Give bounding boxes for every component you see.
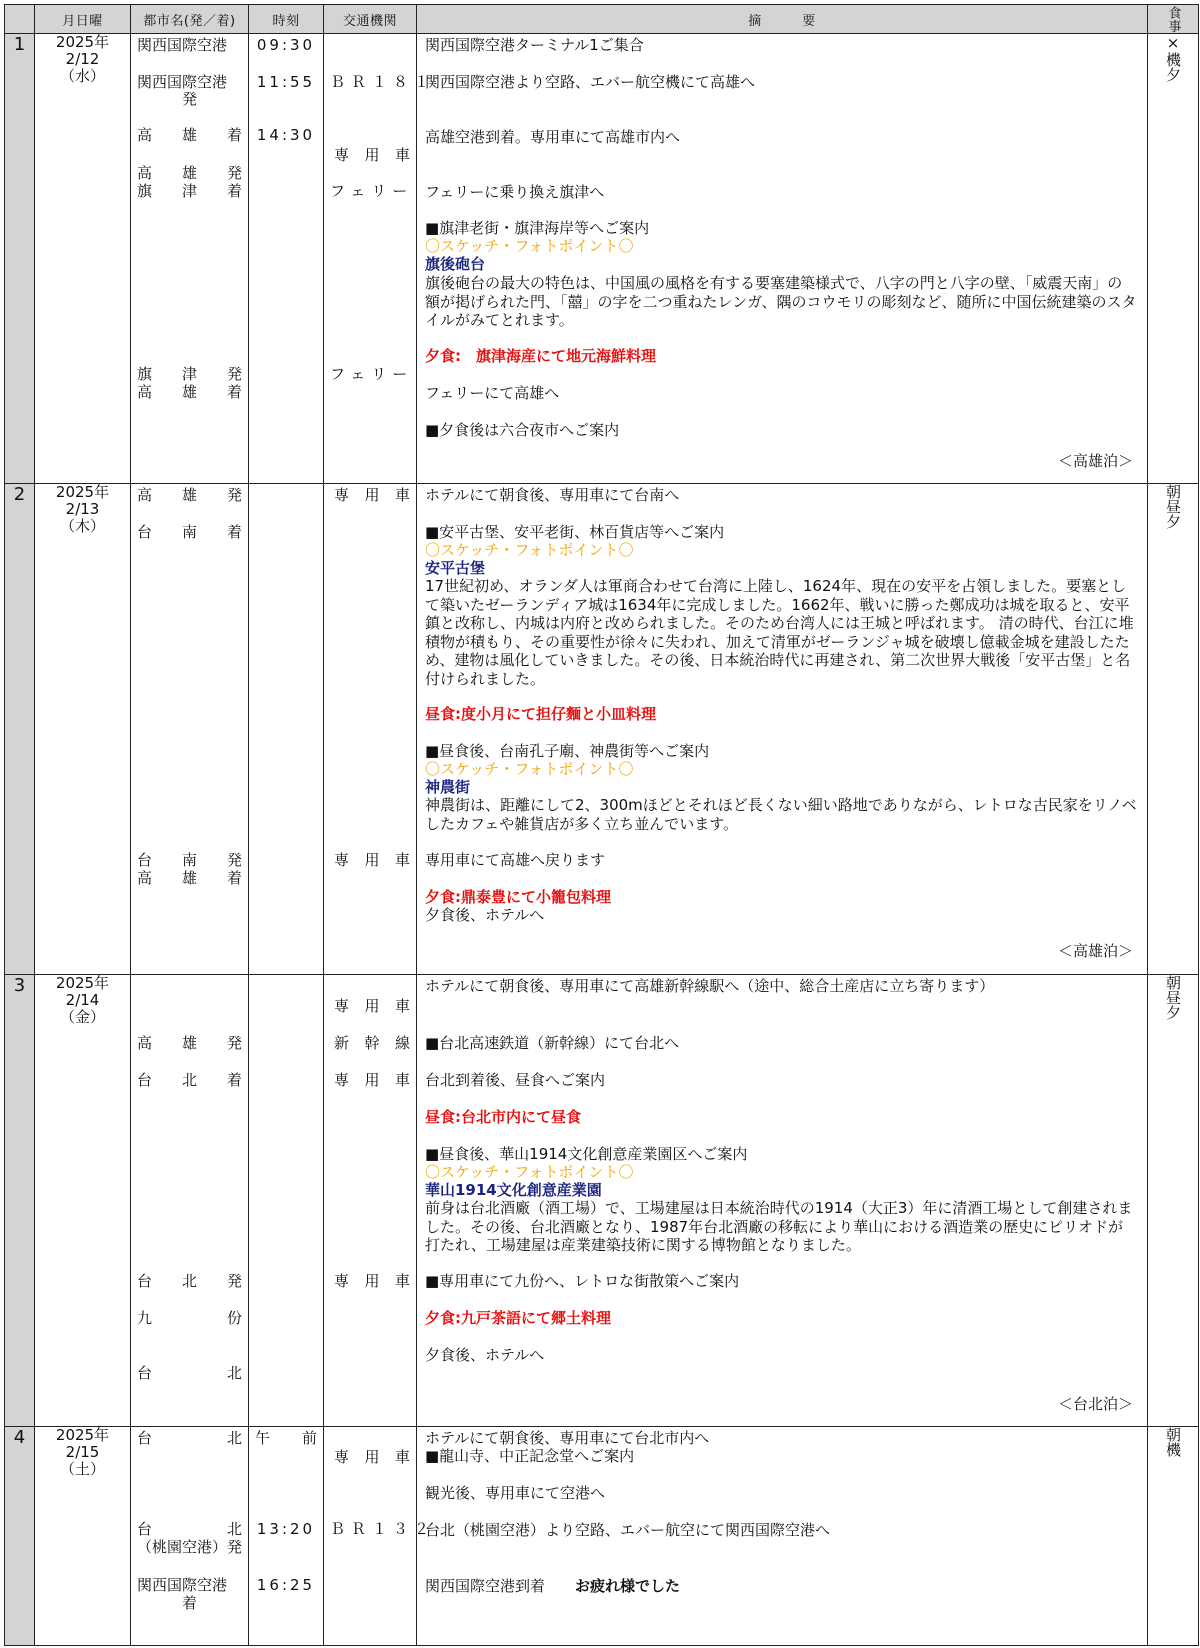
date-year: 2025年 (55, 33, 110, 51)
spot-title: 安平古堡 (425, 558, 486, 577)
city-cell (131, 34, 249, 484)
transport-private-car: 専 用 車 (334, 146, 410, 164)
sketch-point-label: 〇スケッチ・フォトポイント〇 (425, 540, 634, 559)
city-jiufen: 九 份 (137, 1309, 242, 1328)
summary-line: 高雄空港到着。専用車にて高雄市内へ (425, 128, 681, 146)
transport-br181: ＢＲ１８１ (330, 73, 436, 91)
itinerary-table (4, 4, 1199, 1646)
time-cell (249, 483, 324, 974)
transport-private-car: 専 用 車 (334, 1448, 410, 1467)
city-arrive-label: 着 (181, 1594, 197, 1613)
transport-br132: ＢＲ１３２ (330, 1520, 436, 1539)
date-weekday: （水） (59, 67, 105, 85)
summary-line: ホテルにて朝食後、専用車にて台北市内へ (425, 1429, 710, 1448)
spot-description: 神農街は、距離にして2、300mほどとそれほど長くない細い路地でありながら、レトロな古民家をリノベしたカフェや雑貨店が多く立ち並んでいます。 (425, 795, 1137, 833)
summary-line: 台北（桃園空港）より空路、エバー航空にて関西国際空港へ (425, 1521, 831, 1540)
header-day (5, 5, 35, 34)
spot-title: 旗後砲台 (425, 255, 486, 273)
header-city: 都市名(発／着) (131, 5, 249, 34)
city-kaohsiung-arrive: 高 雄 着 (137, 868, 242, 887)
header-meals: 食事 (1148, 5, 1199, 34)
date-month-day: 2/12 (65, 50, 100, 68)
transport-cell (324, 483, 417, 974)
summary-line: ホテルにて朝食後、専用車にて台南へ (425, 485, 680, 504)
sketch-point-label: 〇スケッチ・フォトポイント〇 (425, 1163, 634, 1182)
stay-label: ＜高雄泊＞ (1057, 941, 1133, 960)
day-row-3 (5, 975, 1199, 1427)
city-qijin-depart: 旗 津 発 (137, 365, 242, 383)
date-weekday: （木） (59, 516, 105, 535)
city-taipei-arrive: 台 北 着 (137, 1071, 242, 1090)
transport-cell (324, 975, 417, 1427)
summary-line: 夕食後、ホテルへ (425, 905, 545, 924)
city-kaohsiung-arrive: 高 雄 着 (137, 126, 242, 144)
day-row-1 (5, 34, 1199, 484)
dinner-line: 夕食:鼎泰豊にて小籠包料理 (425, 887, 611, 906)
header-summary: 摘 要 (417, 5, 1148, 34)
city-depart-label: 発 (181, 90, 197, 108)
city-taipei-depart: 台 北 (137, 1520, 242, 1539)
summary-line: ■専用車にて九份へ、レトロな街散策へご案内 (425, 1272, 740, 1291)
transport-private-car-3: 専 用 車 (334, 1272, 410, 1291)
day-date (35, 34, 131, 484)
city-taipei: 台 北 (137, 1429, 242, 1448)
meals-cell (1148, 975, 1199, 1427)
city-qijin-arrive: 旗 津 着 (137, 182, 242, 200)
transport-private-car: 専 用 車 (334, 485, 410, 504)
day-date (35, 975, 131, 1427)
header-transport: 交通機関 (324, 5, 417, 34)
header-row (5, 5, 1199, 34)
city-kaohsiung-depart: 高 雄 発 (137, 485, 242, 504)
meals-value: 朝機 (1164, 1427, 1182, 1458)
summary-line: 台北到着後、昼食へご案内 (425, 1071, 606, 1090)
transport-cell (324, 1427, 436, 1646)
meals-value: 朝昼夕 (1164, 483, 1182, 529)
meals-cell (1148, 34, 1199, 484)
time-cell (249, 975, 324, 1427)
meals-value: 朝昼夕 (1164, 975, 1182, 1021)
city-kaohsiung-depart: 高 雄 発 (137, 1034, 242, 1053)
summary-line: 観光後、専用車にて空港へ (425, 1484, 606, 1503)
summary-line: 専用車にて高雄へ戻ります (425, 850, 606, 869)
summary-line: フェリーに乗り換え旗津へ (425, 183, 605, 201)
date-year: 2025年 (55, 974, 110, 993)
date-year: 2025年 (55, 482, 110, 501)
city-kaohsiung-arrive-2: 高 雄 着 (137, 383, 242, 401)
spot-title: 華山1914文化創意産業園 (425, 1181, 602, 1200)
date-weekday: （金） (59, 1008, 105, 1027)
time-1320: 13:20 (256, 1520, 316, 1539)
summary-line: ホテルにて朝食後、専用車にて高雄新幹線駅へ（途中、総合土産店に立ち寄ります） (425, 977, 995, 996)
transport-private-car-2: 専 用 車 (334, 1071, 410, 1090)
summary-line: 関西国際空港ターミナル1ご集合 (425, 36, 644, 54)
summary-cell (417, 483, 1148, 974)
city-taoyuan-airport: （桃園空港）発 (137, 1538, 243, 1557)
summary-line: ■夕食後は六合夜市へご案内 (425, 421, 620, 439)
lunch-line: 昼食:台北市内にて昼食 (425, 1108, 581, 1127)
time-1625: 16:25 (256, 1576, 316, 1595)
spot-title: 神農街 (425, 777, 471, 796)
summary-cell (417, 34, 1148, 484)
time-1430: 14:30 (256, 126, 316, 144)
summary-cell (417, 1427, 1148, 1646)
summary-line: ■龍山寺、中正記念堂へご案内 (425, 1447, 635, 1466)
day-number: 4 (5, 1427, 35, 1646)
city-kansai-depart: 関西国際空港 (137, 73, 228, 91)
time-1155: 11:55 (256, 73, 316, 91)
date-weekday: （土） (59, 1460, 105, 1479)
meals-value: ×機夕 (1164, 34, 1182, 82)
summary-line: ■昼食後、台南孔子廟、神農街等へご案内 (425, 741, 710, 760)
city-kansai: 関西国際空港 (137, 36, 228, 54)
city-kaohsiung-depart: 高 雄 発 (137, 164, 242, 182)
transport-ferry-2: フェリー (330, 365, 414, 383)
header-date: 月日曜 (35, 5, 131, 34)
date-year: 2025年 (55, 1426, 110, 1445)
day-row-2 (5, 483, 1199, 974)
day-number: 3 (5, 975, 35, 1427)
city-cell (131, 483, 249, 974)
sketch-point-label: 〇スケッチ・フォトポイント〇 (425, 759, 634, 778)
summary-line: ■台北高速鉄道（新幹線）にて台北へ (425, 1034, 680, 1053)
summary-line: ■昼食後、華山1914文化創意産業園区へご案内 (425, 1145, 748, 1164)
date-month-day: 2/15 (65, 1443, 100, 1462)
city-cell (131, 975, 249, 1427)
spot-description: 旗後砲台の最大の特色は、中国風の風格を有する要塞建築様式で、八字の門と八字の壁、「威震天南」の額が掲げられた門、「囍」の字を二つ重ねたレンガ、隅のコウモリの彫刻など、随所に中国伝統建築のスタイルがみてとれます。 (425, 274, 1137, 330)
transport-private-car: 専 用 車 (334, 997, 410, 1016)
day-number: 1 (5, 34, 35, 484)
lunch-line: 昼食:度小月にて担仔麵と小皿料理 (425, 704, 657, 723)
city-cell (131, 1427, 249, 1646)
city-kansai-arrive: 関西国際空港 (137, 1576, 228, 1595)
time-cell (249, 34, 324, 484)
transport-shinkansen: 新 幹 線 (334, 1034, 410, 1053)
summary-line: 夕食後、ホテルへ (425, 1346, 545, 1365)
city-tainan-depart: 台 南 発 (137, 850, 242, 869)
stay-label: ＜台北泊＞ (1057, 1395, 1133, 1414)
summary-line: ■旗津老街・旗津海岸等へご案内 (425, 219, 650, 237)
summary-line: フェリーにて高雄へ (425, 384, 560, 402)
time-0930: 09:30 (256, 36, 316, 54)
date-month-day: 2/13 (65, 499, 100, 518)
spot-description: 前身は台北酒廠（酒工場）で、工場建屋は日本統治時代の1914（大正3）年に清酒工場として創建されました。その後、台北酒廠となり、1987年台北酒廠の移転により華山における酒造業の歴史にピリオドが打たれ、工場建屋は産業建築技術に関する博物館となりました。 (425, 1199, 1133, 1255)
date-month-day: 2/14 (65, 991, 100, 1010)
spot-description: 17世紀初め、オランダ人は軍商合わせて台湾に上陸し、1624年、現在の安平を占領しました。要塞として築いたゼーランディア城は1634年に完成しました。1662年、戦いに勝った鄭成功は城を取ると、安平鎮と改称し、内城は内府と改められました。そのため台湾人には王城と呼ばれます。 清の時代、台江に堆積物が積もり、その重要性が徐々に失われ、加えて清軍がゼーランジャ城を破壊し億載金城を建設したため、建物は風化していきました。その後、日本統治時代に再建され、第二次世界大戦後「安平古堡」と名付けられました。 (425, 576, 1134, 688)
farewell-text: お疲れ様でした (575, 1577, 681, 1596)
summary-cell (417, 975, 1148, 1427)
day-date (35, 483, 131, 974)
city-tainan-arrive: 台 南 着 (137, 522, 242, 541)
transport-private-car-2: 専 用 車 (334, 850, 410, 869)
summary-line: ■安平古堡、安平老街、林百貨店等へご案内 (425, 522, 725, 541)
city-taipei-depart: 台 北 発 (137, 1272, 242, 1291)
day-number: 2 (5, 483, 35, 974)
stay-label: ＜高雄泊＞ (1057, 452, 1133, 470)
dinner-line: 夕食: 旗津海産にて地元海鮮料理 (425, 347, 657, 365)
time-cell (249, 1427, 324, 1646)
day-row-4 (5, 1427, 1199, 1646)
dinner-line: 夕食:九戸茶語にて郷土料理 (425, 1309, 611, 1328)
day-date (35, 1427, 131, 1646)
time-morning: 午 前 (255, 1429, 317, 1448)
city-taipei: 台 北 (137, 1364, 242, 1383)
transport-cell (324, 34, 436, 484)
meals-cell (1148, 1427, 1199, 1646)
arrival-line: 関西国際空港到着 お疲れ様でした (425, 1577, 681, 1596)
sketch-point-label: 〇スケッチ・フォトポイント〇 (425, 237, 634, 255)
meals-cell (1148, 483, 1199, 974)
summary-line: 関西国際空港より空路、エバー航空機にて高雄へ (425, 73, 756, 91)
transport-ferry: フェリー (330, 182, 414, 200)
header-time: 時刻 (249, 5, 324, 34)
